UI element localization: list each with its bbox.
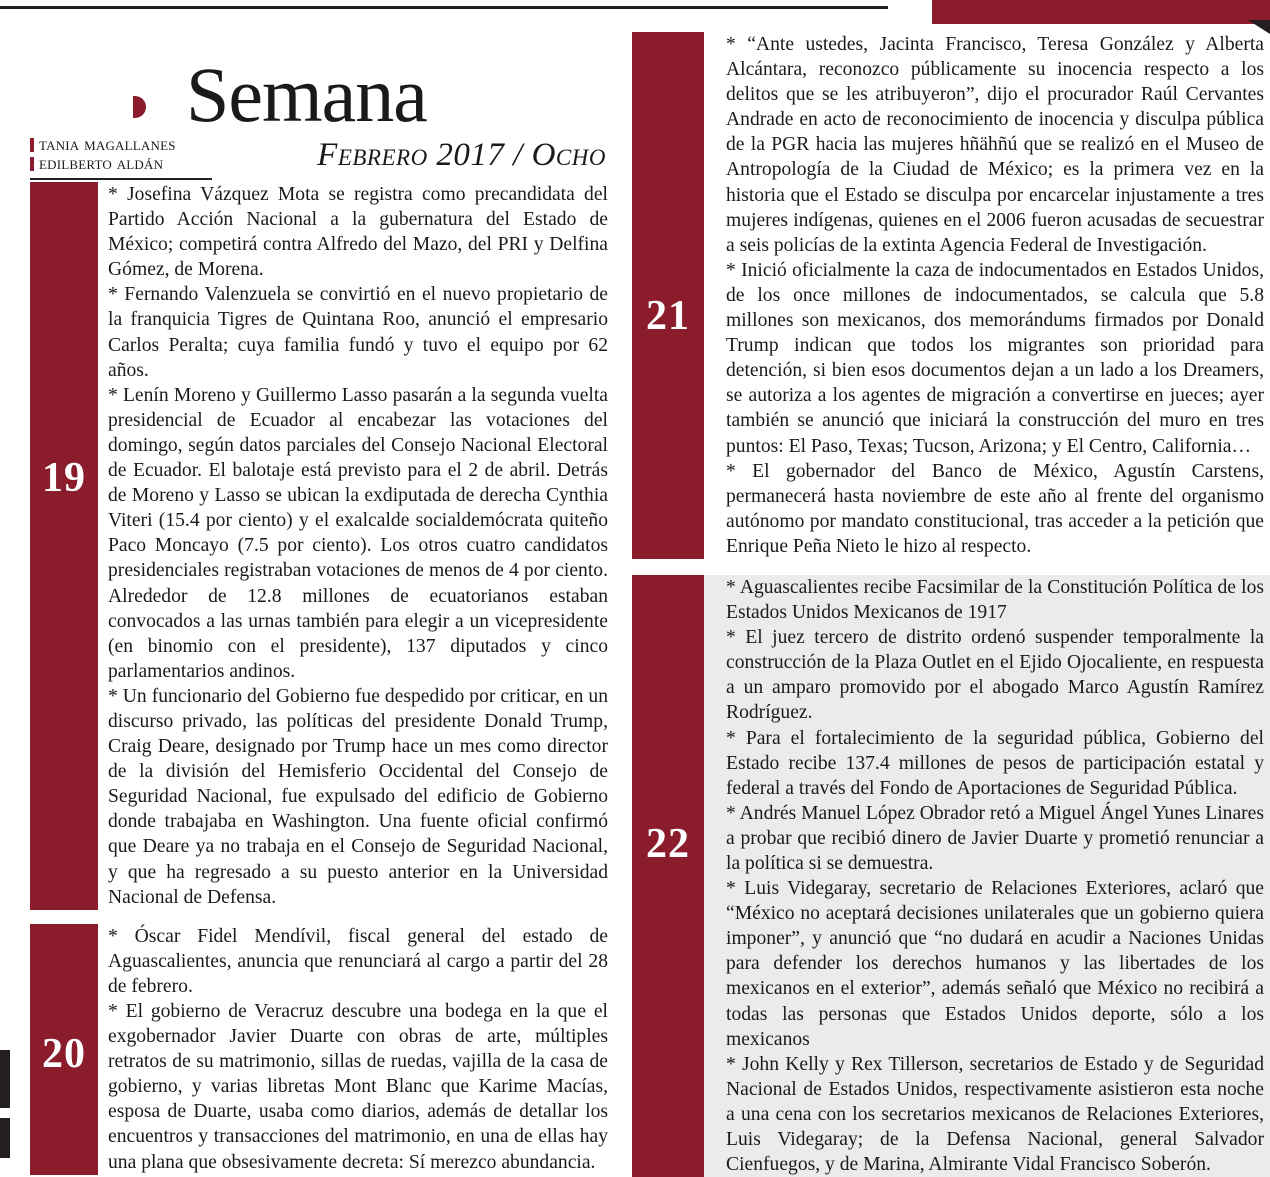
entry: * El gobernador del Banco de México, Agustín Carstens, permanecerá hasta noviembre de este año al frente del organismo autónomo por mandato constitucional, tras acceder a la petición que Enrique Peña Nieto le hizo al respecto. <box>726 460 1264 557</box>
day-body-20 <box>100 924 618 1175</box>
masthead <box>0 32 618 182</box>
top-rule-black <box>0 6 888 9</box>
entry: * “Ante ustedes, Jacinta Francisco, Teresa González y Alberta Alcántara, reconozco públicamente su inocencia respecto a los delitos que se les atribuyeron”, dijo el procurador Raúl Cervantes Andrade en acto de reconocimiento de inocencia y disculpa pública de la PGR hacia las mujeres hñähñú que se realizó en el Museo de Antropología de la Ciudad de México; es la primera vez en la historia que el Estado se disculpa por encarcelar injustamente a tres mujeres indígenas, quienes en el 2006 fueron acusadas de secuestrar a seis policías de la extinta Agencia Federal de Investigación. <box>726 34 1264 256</box>
entry: * Para el fortalecimiento de la seguridad pública, Gobierno del Estado recibe 137.4 millones de pesos de participación estatal y federal a través del Fondo de Aportaciones de Seguridad Pública. <box>726 727 1264 799</box>
byline-rule <box>30 178 212 180</box>
left-column <box>0 32 618 1173</box>
entry: * Aguascalientes recibe Facsimilar de la Constitución Política de los Estados Unidos Mexicanos de 1917 <box>726 576 1264 624</box>
day-bar-22 <box>632 575 704 1177</box>
day-number-19: 19 <box>42 455 86 501</box>
left-edge-mark-upper <box>0 1050 10 1108</box>
entry: * Andrés Manuel López Obrador retó a Miguel Ángel Yunes Linares a probar que recibió dinero de Javier Duarte y prometió renunciar a la política si se demuestra. <box>726 802 1264 874</box>
day-body-19 <box>100 182 618 910</box>
day-block-21 <box>632 32 1270 559</box>
page-title: Semana <box>186 51 427 138</box>
byline <box>30 135 210 173</box>
day-gutter-19 <box>0 182 100 910</box>
entry: * Un funcionario del Gobierno fue despedido por criticar, en un discurso privado, las políticas del presidente Donald Trump, Craig Deare, designado por Trump hace un mes como director de la división del Hemisferio Occidental del Consejo de Seguridad Nacional, fue expulsado del edificio de Gobierno donde trabajaba en Washington. Una fuente oficial confirmó que Deare ya no trabaja en el Consejo de Seguridad Nacional, y que ha regresado a su puesto anterior en la Universidad Nacional de Defensa. <box>108 685 608 908</box>
right-column <box>632 32 1270 1176</box>
entry: * Lenín Moreno y Guillermo Lasso pasarán a la segunda vuelta presidencial de Ecuador al encabezar las votaciones del domingo, según datos parciales del Consejo Nacional Electoral de Ecuador. El balotaje está previsto para el 2 de abril. Detrás de Moreno y Lasso se ubican la exdiputada de derecha Cynthia Viteri (15.4 por ciento) y el exalcalde socialdemócrata quiteño Paco Moncayo (7.5 por ciento). Los otros cuatro candidatos presidenciales registraban votaciones de menos de 4 por ciento. Alrededor de 12.8 millones de ecuatorianos estaban convocados a las urnas también para elegir a un vicepresidente (en binomio con el presidente), 137 diputados y cinco parlamentarios andinos. <box>108 384 608 682</box>
byline-author-2-label: edilberto aldán <box>39 153 164 173</box>
day-block-20 <box>0 924 618 1175</box>
day-block-19 <box>0 182 618 910</box>
day-gutter-20 <box>0 924 100 1175</box>
day-body-22 <box>722 575 1270 1177</box>
day-block-22 <box>632 575 1270 1177</box>
entry: * Fernando Valenzuela se convirtió en el nuevo propietario de la franquicia Tigres de Quintana Roo, anunció el empresario Carlos Peralta; cuya familia fundó y tuvo el equipo por 62 años. <box>108 284 608 381</box>
entry: * Inició oficialmente la caza de indocumentados en Estados Unidos, de los once millones de indocumentados, se calcula que 5.8 millones son mexicanos, dos memorándums firmados por Donald Trump indican que todos los migrantes son prioridad para detención, si bien esos documentos dejan a un lado a los Dreamers, se autoriza a los agentes de migración a convertirse en jueces; ayer también se anunció que iniciará la construcción del muro en tres puntos: El Paso, Texas; Tucson, Arizona; y El Centro, California… <box>726 259 1264 457</box>
entry: * Óscar Fidel Mendívil, fiscal general del estado de Aguascalientes, anuncia que renunciará al cargo a partir del 28 de febrero. <box>108 925 608 997</box>
entry: * Josefina Vázquez Mota se registra como precandidata del Partido Acción Nacional a la gubernatura del Estado de México; competirá contra Alfredo del Mazo, del PRI y Delfina Gómez, de Morena. <box>108 184 608 281</box>
day-body-21 <box>722 32 1270 559</box>
entry: * John Kelly y Rex Tillerson, secretarios de Estado y de Seguridad Nacional de Estados Unidos, respectivamente asistieron esta noche a una cena con los secretarios mexicanos de Relaciones Exteriores, Luis Videgaray; de la Defensa Nacional, general Salvador Cienfuegos, y de Marina, Almirante Vidal Francisco Soberón. <box>726 1053 1264 1176</box>
day-gutter-21 <box>632 32 722 559</box>
entry: * El gobierno de Veracruz descubre una bodega en la que el exgobernador Javier Duarte con obras de arte, múltiples retratos de su matrimonio, sillas de ruedas, vajilla de la casa de gobierno, y varias libretas Mont Blanc que Karime Macías, esposa de Duarte, usaba como diarios, además de detallar los encuentros y transacciones del matrimonio, en una de ellas hay una plana que obsesivamente decreta: Sí merezco abundancia. <box>108 1001 608 1173</box>
byline-author-2 <box>30 154 210 173</box>
byline-author-1-label: tania magallanes <box>39 134 176 154</box>
day-number-21: 21 <box>646 293 690 339</box>
byline-author-1 <box>30 135 210 154</box>
issue-label: Febrero 2017 / Ocho <box>317 137 606 173</box>
entry: * El juez tercero de distrito ordenó suspender temporalmente la construcción de la Plaza Outlet en el Ejido Ojocaliente, en respuesta a un amparo promovido por el abogado Marco Agustín Ramírez Rodríguez. <box>726 627 1264 724</box>
day-gutter-22 <box>632 575 722 1177</box>
left-edge-mark-lower <box>0 1118 10 1158</box>
day-number-22: 22 <box>646 820 690 867</box>
bullet-icon <box>133 96 146 118</box>
top-rule-accent <box>932 0 1270 24</box>
day-bar-19 <box>30 182 98 910</box>
day-number-20: 20 <box>42 1030 86 1077</box>
entry: * Luis Videgaray, secretario de Relaciones Exteriores, aclaró que “México no aceptará decisiones unilaterales que un gobierno quiera imponer”, y anunció que “no dudará en acudir a Naciones Unidas para defender los derechos humanos y las libertades de los mexicanos en el exterior”, además señaló que México no recibirá a todas las personas que Estados Unidos deporte, sólo a los mexicanos <box>726 878 1264 1050</box>
